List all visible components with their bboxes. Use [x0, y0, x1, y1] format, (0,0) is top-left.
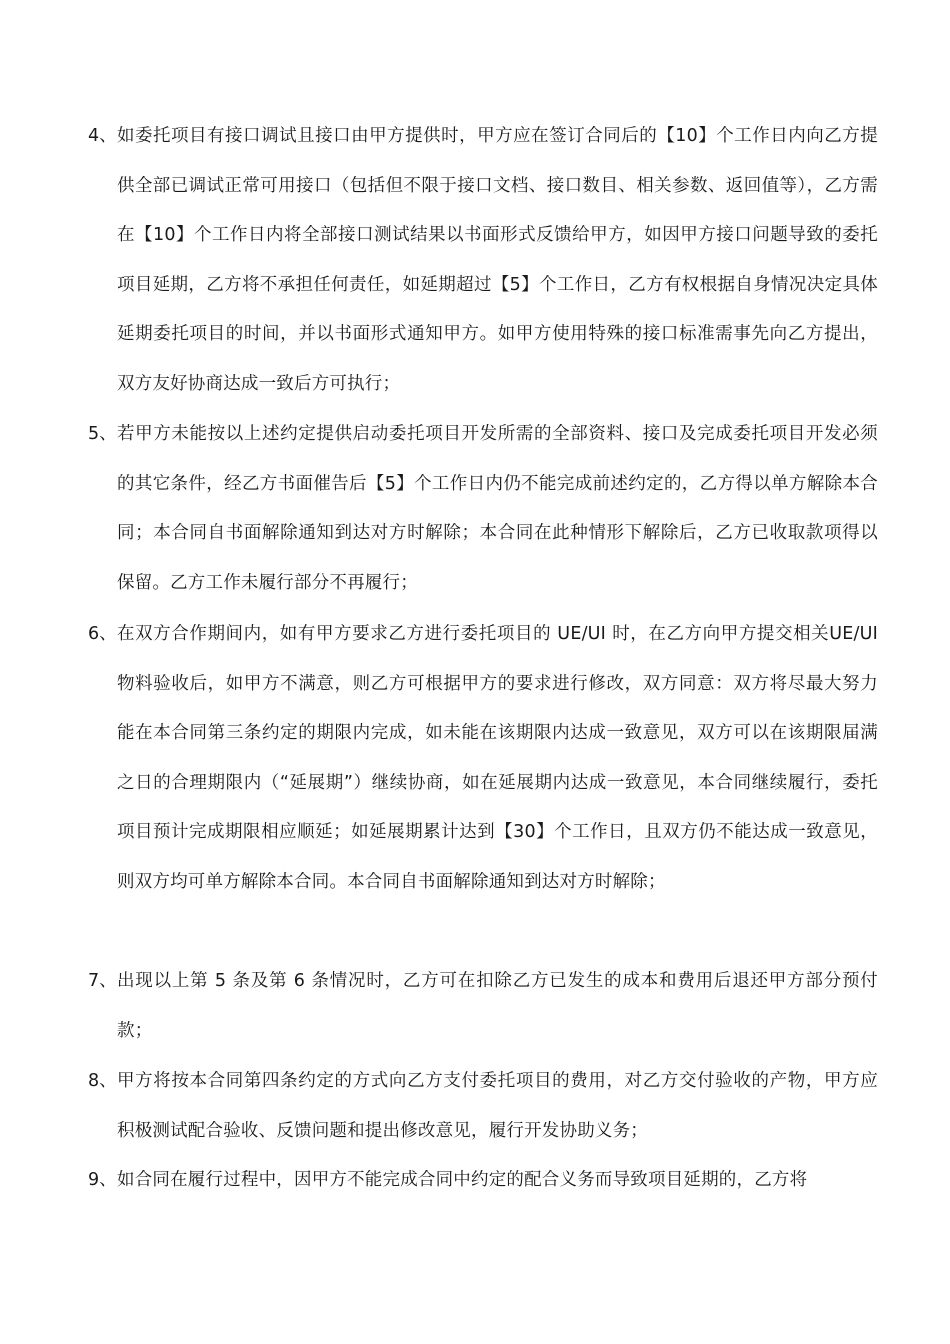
- clause-8: [88, 1057, 878, 1156]
- clause-text: 甲方将按本合同第四条约定的方式向乙方支付委托项目的费用，对乙方交付验收的产物，甲方应积极测试配合验收、反馈问题和提出修改意见，履行开发协助义务；: [117, 1071, 878, 1141]
- clause-text: 在双方合作期间内，如有甲方要求乙方进行委托项目的 UE/UI 时，在乙方向甲方提交相关UE/UI 物料验收后，如甲方不满意，则乙方可根据甲方的要求进行修改，双方同意：双方将尽最大努力能在本合同第三条约定的期限内完成，如未能在该期限内达成一致意见，双方可以在该期限届满之日的合理期限内（“延展期”）继续协商，如在延展期内达成一致意见，本合同继续履行，委托项目预计完成期限相应顺延；如延展期累计达到【30】个工作日，且双方仍不能达成一致意见，则双方均可单方解除本合同。本合同自书面解除通知到达对方时解除；: [117, 624, 878, 892]
- clause-9: [88, 1156, 878, 1206]
- clause-4: [88, 112, 878, 409]
- clause-number: 9、: [88, 1170, 117, 1190]
- clause-text: 如合同在履行过程中，因甲方不能完成合同中约定的配合义务而导致项目延期的，乙方将: [117, 1170, 808, 1190]
- clause-text: 若甲方未能按以上述约定提供启动委托项目开发所需的全部资料、接口及完成委托项目开发必须的其它条件，经乙方书面催告后【5】个工作日内仍不能完成前述约定的，乙方得以单方解除本合同；本合同自书面解除通知到达对方时解除；本合同在此种情形下解除后，乙方已收取款项得以保留。乙方工作未履行部分不再履行；: [117, 424, 878, 593]
- clause-6: [88, 610, 878, 907]
- clause-number: 5、: [88, 424, 117, 444]
- clause-text: 如委托项目有接口调试且接口由甲方提供时，甲方应在签订合同后的【10】个工作日内向乙方提供全部已调试正常可用接口（包括但不限于接口文档、接口数目、相关参数、返回值等），乙方需在【10】个工作日内将全部接口测试结果以书面形式反馈给甲方，如因甲方接口问题导致的委托项目延期，乙方将不承担任何责任，如延期超过【5】个工作日，乙方有权根据自身情况决定具体延期委托项目的时间，并以书面形式通知甲方。如甲方使用特殊的接口标准需事先向乙方提出，双方友好协商达成一致后方可执行；: [117, 126, 878, 394]
- clause-number: 8、: [88, 1071, 117, 1091]
- clause-text: 出现以上第 5 条及第 6 条情况时，乙方可在扣除乙方已发生的成本和费用后退还甲方部分预付款；: [117, 971, 878, 1041]
- clause-number: 6、: [88, 624, 117, 644]
- clause-number: 4、: [88, 126, 117, 146]
- clause-5: [88, 410, 878, 608]
- clause-number: 7、: [88, 971, 117, 991]
- clause-7: [88, 957, 878, 1056]
